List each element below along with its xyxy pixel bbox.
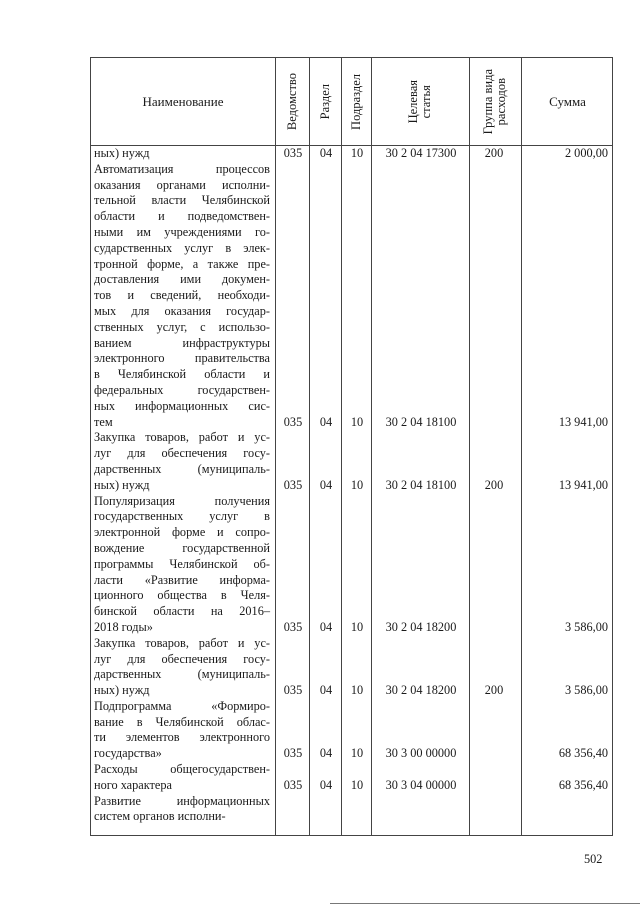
column-divider (371, 58, 372, 835)
name-line: луг для обеспечения госу- (94, 446, 270, 461)
name-line: вание в Челябинской облас- (94, 714, 270, 729)
name-line: вождение государственной (94, 540, 270, 555)
name-line: тельной власти Челябинской (94, 193, 270, 208)
cell-pod: 10 (350, 414, 364, 429)
cell-raz: 04 (319, 746, 333, 761)
cell-sum: 2 000,00 (564, 146, 608, 160)
header-podrazdel: Подраздел (348, 73, 363, 130)
name-line: тем (94, 414, 113, 429)
cell-cel: 30 2 04 17300 (385, 146, 457, 160)
name-line: Развитие информационных (94, 793, 270, 808)
name-line: бинской области на 2016– (94, 604, 270, 619)
column-divider (521, 58, 522, 835)
cell-raz: 04 (319, 778, 333, 792)
name-line: ных) нужд (94, 477, 150, 492)
name-line: электронной форме и сопро- (94, 525, 270, 540)
name-line: государственных услуг в (94, 509, 270, 524)
cell-ved: 035 (283, 414, 303, 429)
footer-rule (330, 903, 640, 904)
name-line: ных) нужд (94, 146, 150, 160)
cell-sum: 13 941,00 (558, 477, 608, 492)
name-line: сударственных услуг в элек- (94, 240, 270, 255)
name-line: ласти «Развитие информа- (94, 572, 270, 587)
name-line: Расходы общегосударствен- (94, 762, 270, 777)
cell-ved: 035 (283, 683, 303, 698)
name-line: государства» (94, 746, 162, 761)
cell-cel: 30 3 00 00000 (385, 746, 457, 761)
cell-grp: 200 (484, 477, 504, 492)
cell-pod: 10 (350, 146, 364, 160)
name-line: Популяризация получения (94, 493, 270, 508)
cell-cel: 30 2 04 18200 (385, 683, 457, 698)
cell-ved: 035 (283, 620, 303, 634)
name-line: дарственных (муниципаль- (94, 667, 270, 682)
cell-pod: 10 (350, 620, 364, 634)
name-line: ных) нужд (94, 683, 150, 698)
name-line: Автоматизация процессов (94, 161, 270, 176)
cell-cel: 30 2 04 18200 (385, 620, 457, 634)
name-line: систем органов исполни- (94, 809, 226, 824)
cell-cel: 30 2 04 18100 (385, 414, 457, 429)
name-line: программы Челябинской об- (94, 556, 270, 571)
name-line: ственных услуг, с использо- (94, 319, 270, 334)
cell-pod: 10 (350, 746, 364, 761)
name-line: Закупка товаров, работ и ус- (94, 635, 270, 650)
name-line: Закупка товаров, работ и ус- (94, 430, 270, 445)
cell-pod: 10 (350, 683, 364, 698)
name-line: тронной форме, а также пре- (94, 256, 270, 271)
cell-cel: 30 2 04 18100 (385, 477, 457, 492)
cell-cel: 30 3 04 00000 (385, 778, 457, 792)
name-line: ти элементов электронного (94, 730, 270, 745)
cell-grp: 200 (484, 683, 504, 698)
name-line: доставления ими докумен- (94, 272, 270, 287)
name-line: ного характера (94, 777, 172, 792)
cell-ved: 035 (283, 778, 303, 792)
cell-raz: 04 (319, 620, 333, 634)
name-line: ванием инфраструктуры (94, 335, 270, 350)
cell-raz: 04 (319, 477, 333, 492)
header-razdel: Раздел (317, 83, 332, 120)
column-divider (469, 58, 470, 835)
cell-ved: 035 (283, 746, 303, 761)
cell-raz: 04 (319, 146, 333, 160)
name-line: ных информационных сис- (94, 398, 270, 413)
header-gruppa-vida-rashodov: Группа вида расходов (481, 68, 508, 135)
name-line: в Челябинской области и (94, 367, 270, 382)
name-line: мых для оказания государ- (94, 303, 270, 318)
page-number: 502 (584, 852, 603, 866)
cell-sum: 3 586,00 (564, 620, 608, 634)
cell-ved: 035 (283, 146, 303, 160)
name-column-text (94, 146, 270, 825)
name-line: ционного общества в Челя- (94, 588, 270, 603)
header-name: Наименование (142, 93, 224, 109)
cell-grp: 200 (484, 146, 504, 160)
cell-pod: 10 (350, 778, 364, 792)
cell-raz: 04 (319, 414, 333, 429)
name-line: электронного правительства (94, 351, 270, 366)
cell-sum: 68 356,40 (558, 746, 608, 761)
cell-sum: 13 941,00 (558, 414, 608, 429)
cell-raz: 04 (319, 683, 333, 698)
header-vedomstvo: Ведомство (284, 72, 299, 131)
header-summa: Сумма (549, 93, 586, 109)
name-line: ными им учреждениями го- (94, 224, 270, 239)
name-line: оказания органами исполни- (94, 177, 270, 192)
column-divider (341, 58, 342, 835)
name-line: луг для обеспечения госу- (94, 651, 270, 666)
name-line: области и подведомствен- (94, 209, 270, 224)
budget-table (90, 57, 613, 836)
cell-sum: 3 586,00 (564, 683, 608, 698)
name-line: 2018 годы» (94, 619, 153, 634)
name-line: тов и сведений, необходи- (94, 288, 270, 303)
name-line: Подпрограмма «Формиро- (94, 698, 270, 713)
cell-sum: 68 356,40 (558, 778, 608, 792)
column-divider (275, 58, 276, 835)
cell-ved: 035 (283, 477, 303, 492)
name-line: федеральных государствен- (94, 382, 270, 397)
header-celevaya-statya: Целевая статья (406, 79, 433, 124)
name-line: дарственных (муниципаль- (94, 461, 270, 476)
cell-pod: 10 (350, 477, 364, 492)
column-divider (309, 58, 310, 835)
